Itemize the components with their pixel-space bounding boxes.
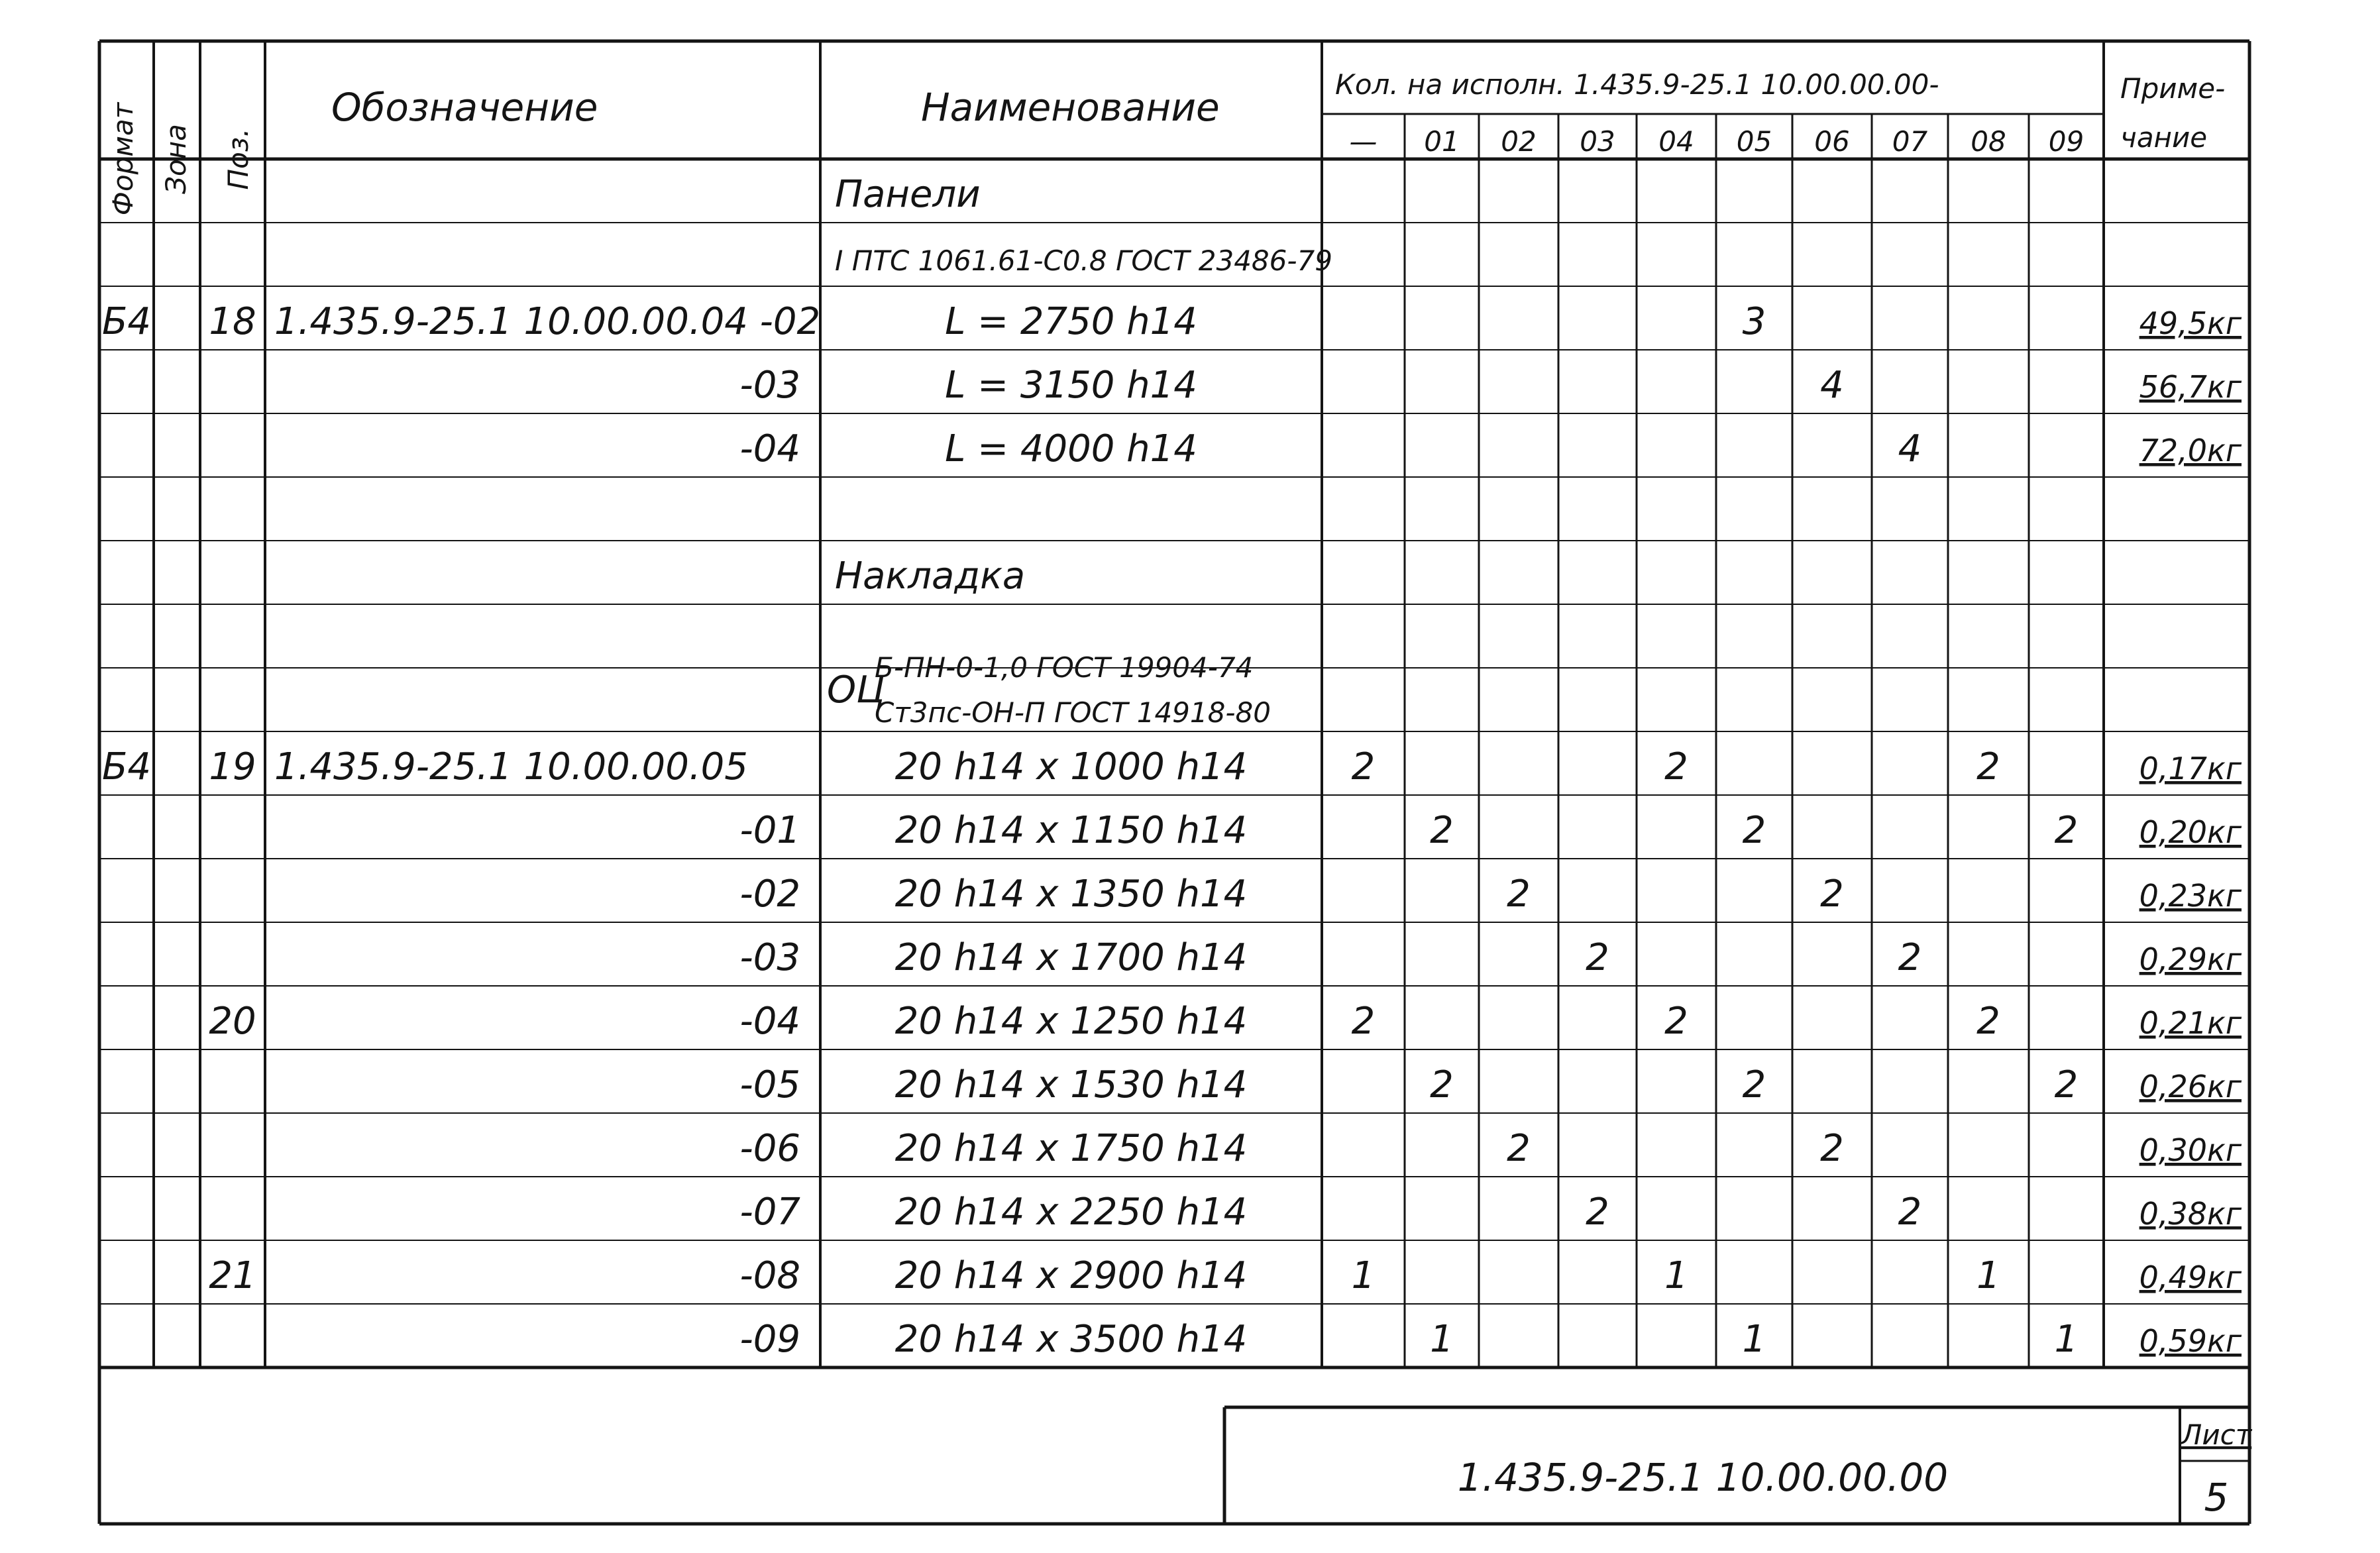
row-note: 0,49кг [2139,1259,2242,1295]
row-qty-04: 1 [1664,1254,1688,1297]
row-qty-01: 2 [1430,1063,1454,1106]
row-designation: -06 [739,1127,800,1170]
table-row [102,300,2242,343]
row-name: 20 h14 x 2250 h14 [894,1191,1248,1234]
row-designation: -03 [739,936,800,979]
row-designation: -08 [739,1254,800,1297]
header-qty-title: Кол. на исполн. 1.435.9-25.1 10.00.00.00- [1335,68,1939,101]
table-row [102,745,2242,788]
row-designation: -02 [739,873,800,916]
row-designation: -01 [739,809,800,852]
row-qty-03: 2 [1586,936,1609,979]
row-name: 20 h14 x 1150 h14 [894,809,1248,852]
header-designation: Обозначение [331,85,598,130]
row-note: 0,21кг [2139,1005,2242,1041]
material-prefix: ОЦ [827,669,885,712]
row-designation: -09 [739,1318,800,1361]
row-qty-09: 2 [2054,1063,2079,1106]
variant-header-01: 01 [1424,125,1460,158]
title-block [1458,1419,2253,1520]
row-designation: -07 [739,1191,800,1234]
row-qty-02: 2 [1507,873,1531,916]
header-format: Формат [107,102,139,216]
variant-header-03: 03 [1580,125,1615,158]
row-qty-04: 2 [1664,1000,1688,1043]
row-name: 20 h14 x 1350 h14 [894,873,1248,916]
variant-header-02: 02 [1501,125,1537,158]
row-note: 0,38кг [2139,1196,2242,1232]
row-qty-base: 1 [1351,1254,1376,1297]
row-name: Накладка [835,555,1026,598]
variant-header-06: 06 [1814,125,1850,158]
row-note: 49,5кг [2139,305,2242,341]
row-note: 72,0кг [2139,433,2242,468]
row-qty-06: 4 [1820,364,1844,407]
row-qty-02: 2 [1507,1127,1531,1170]
table-row [740,873,2242,916]
table-row [209,1254,2242,1297]
table-row [740,1127,2242,1170]
row-qty-05: 1 [1742,1318,1766,1361]
row-qty-05: 3 [1742,300,1766,343]
sheet-number: 5 [2204,1475,2229,1520]
header-name: Наименование [921,85,1220,130]
row-name: 20 h14 x 1250 h14 [894,1000,1248,1043]
table-row [740,936,2242,979]
table-row [740,1318,2242,1361]
row-qty-01: 1 [1430,1318,1454,1361]
header-note-line2: чание [2120,121,2208,154]
row-format: Б4 [101,745,152,788]
table-row [209,1000,2242,1043]
row-qty-07: 4 [1898,427,1922,470]
variant-header-07: 07 [1892,125,1928,158]
variant-header-05: 05 [1736,125,1772,158]
table-row [835,555,1025,598]
row-note: 0,59кг [2139,1323,2242,1359]
variant-header-09: 09 [2048,125,2084,158]
row-name: 20 h14 x 3500 h14 [894,1318,1248,1361]
row-qty-09: 1 [2054,1318,2079,1361]
row-qty-05: 2 [1742,809,1766,852]
row-name: 20 h14 x 2900 h14 [894,1254,1248,1297]
row-note: 0,29кг [2139,941,2242,977]
row-pos: 20 [209,1000,256,1043]
row-qty-06: 2 [1820,873,1844,916]
row-note: 56,7кг [2139,369,2242,405]
material-line1: Б-ПН-0-1,0 ГОСТ 19904-74 [875,651,1254,684]
document-number: 1.435.9-25.1 10.00.00.00 [1457,1455,1949,1500]
row-qty-08: 2 [1976,745,2000,788]
row-name: 20 h14 x 1000 h14 [894,745,1248,788]
table-header [107,68,2225,215]
table-row [740,427,2242,470]
sheet-label: Лист [2181,1419,2252,1451]
row-qty-07: 2 [1898,936,1922,979]
table-row [835,244,1332,277]
row-note: 0,17кг [2139,751,2242,786]
table-row [740,809,2242,852]
row-qty-06: 2 [1820,1127,1844,1170]
row-qty-01: 2 [1430,809,1454,852]
row-note: 0,20кг [2139,814,2242,850]
row-designation: 1.435.9-25.1 10.00.00.04 -02 [274,300,821,343]
row-name: I ПТС 1061.61-С0.8 ГОСТ 23486-79 [835,244,1332,277]
material-note [827,651,1271,729]
header-note-line1: Приме- [2120,72,2226,105]
row-name: 20 h14 x 1750 h14 [894,1127,1248,1170]
variant-header-04: 04 [1658,125,1694,158]
row-qty-08: 2 [1976,1000,2000,1043]
material-line2: Ст3пс-ОН-П ГОСТ 14918-80 [875,696,1271,729]
row-name: 20 h14 x 1530 h14 [894,1063,1248,1106]
row-qty-base: 2 [1351,745,1376,788]
table-row [740,1191,2242,1234]
row-name: L = 3150 h14 [945,364,1197,407]
row-qty-04: 2 [1664,745,1688,788]
table-row [835,173,981,216]
row-name: Панели [835,173,981,216]
row-qty-05: 2 [1742,1063,1766,1106]
row-name: 20 h14 x 1700 h14 [894,936,1248,979]
header-zone: Зона [160,124,192,194]
row-note: 0,23кг [2139,878,2242,914]
row-format: Б4 [101,300,152,343]
row-note: 0,26кг [2139,1069,2242,1104]
row-name: L = 4000 h14 [945,427,1197,470]
row-pos: 21 [209,1254,256,1297]
row-qty-09: 2 [2054,809,2079,852]
table-body [102,173,2242,1361]
header-pos: Поз. [222,128,254,190]
row-name: L = 2750 h14 [945,300,1197,343]
row-designation: -04 [739,427,800,470]
table-row [740,1063,2242,1106]
row-qty-03: 2 [1586,1191,1609,1234]
row-designation: 1.435.9-25.1 10.00.00.05 [274,745,748,788]
row-qty-base: 2 [1351,1000,1376,1043]
variant-header-08: 08 [1971,125,2006,158]
row-pos: 18 [209,300,256,343]
table-row [740,364,2242,407]
row-designation: -03 [739,364,800,407]
variant-header-base: — [1349,125,1378,158]
row-designation: -04 [739,1000,800,1043]
row-designation: -05 [739,1063,800,1106]
row-qty-07: 2 [1898,1191,1922,1234]
row-qty-08: 1 [1976,1254,2000,1297]
row-pos: 19 [209,745,256,788]
row-note: 0,30кг [2139,1132,2242,1168]
